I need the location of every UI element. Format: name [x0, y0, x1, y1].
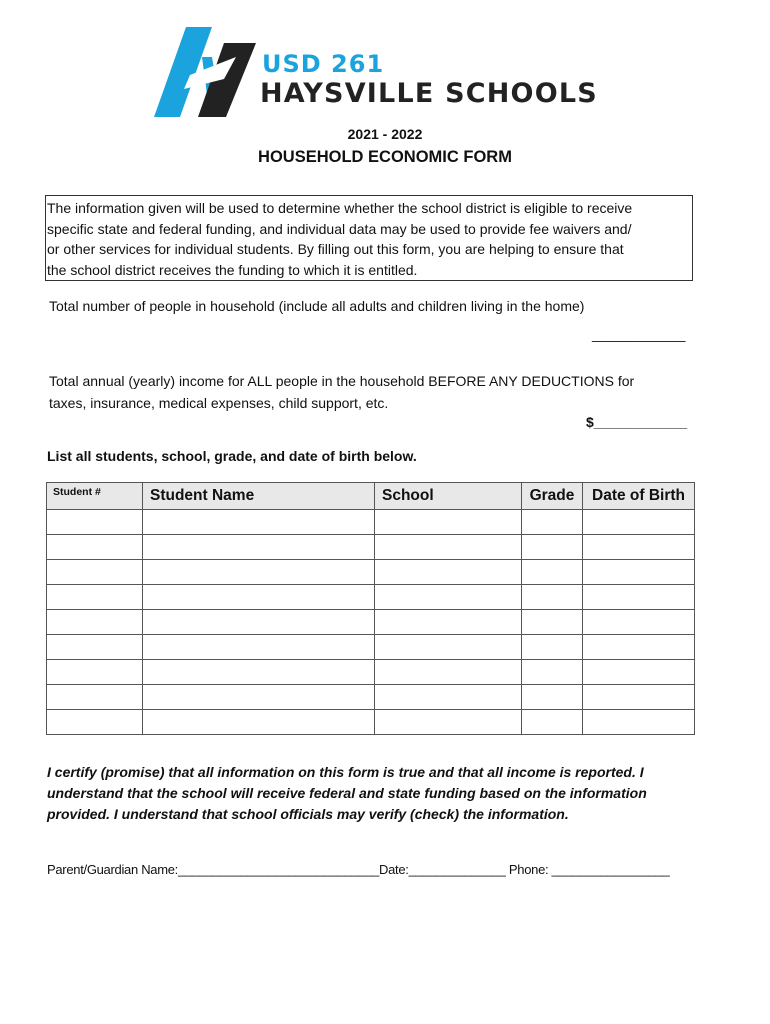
table-row: [47, 535, 695, 560]
column-header-school: School: [375, 483, 522, 510]
students-table-header-row: [47, 483, 695, 510]
logo-district-number: USD 261: [262, 50, 385, 78]
notice-line: The information given will be used to determine whether the school district is eligible to receive: [47, 200, 633, 216]
students-table-body: [47, 510, 695, 735]
date-of-birth-cell[interactable]: [583, 710, 695, 735]
school-cell[interactable]: [375, 585, 522, 610]
notice-line: specific state and federal funding, and individual data may be used to provide fee waivers and/: [47, 220, 632, 237]
phone-field[interactable]: _________________: [551, 862, 670, 877]
date-of-birth-cell[interactable]: [583, 660, 695, 685]
student-number-cell[interactable]: [47, 685, 143, 710]
column-header-date-of-birth: Date of Birth: [583, 483, 695, 510]
phone-label: Phone:: [508, 862, 549, 877]
household-size-question: Total number of people in household (include all adults and children living in the home): [49, 298, 585, 314]
logo-district-name: HAYSVILLE SCHOOLS: [260, 78, 598, 109]
student-name-cell[interactable]: [143, 560, 375, 585]
guardian-name-label: Parent/Guardian Name:: [47, 862, 178, 877]
income-question-line: Total annual (yearly) income for ALL people in the household BEFORE ANY DEDUCTIONS for: [49, 373, 635, 389]
signature-line: [47, 862, 669, 877]
school-cell[interactable]: [375, 660, 522, 685]
school-cell[interactable]: [375, 560, 522, 585]
table-row: [47, 635, 695, 660]
student-name-cell[interactable]: [143, 585, 375, 610]
student-number-cell[interactable]: [47, 560, 143, 585]
grade-cell[interactable]: [522, 585, 583, 610]
date-of-birth-cell[interactable]: [583, 510, 695, 535]
household-size-field[interactable]: ____________: [592, 326, 686, 342]
student-name-cell[interactable]: [143, 685, 375, 710]
school-cell[interactable]: [375, 510, 522, 535]
grade-cell[interactable]: [522, 635, 583, 660]
school-cell[interactable]: [375, 610, 522, 635]
student-number-cell[interactable]: [47, 535, 143, 560]
annual-income-question: [49, 371, 699, 414]
student-name-cell[interactable]: [143, 710, 375, 735]
table-row: [47, 610, 695, 635]
date-of-birth-cell[interactable]: [583, 585, 695, 610]
table-row: [47, 660, 695, 685]
student-number-cell[interactable]: [47, 710, 143, 735]
column-header-student-number: Student #: [47, 483, 143, 510]
notice-line: or other services for individual students. By filling out this form, you are helping to ensure that: [47, 241, 624, 257]
school-cell[interactable]: [375, 535, 522, 560]
student-number-cell[interactable]: [47, 585, 143, 610]
student-number-cell[interactable]: [47, 635, 143, 660]
column-header-grade: Grade: [522, 483, 583, 510]
student-name-cell[interactable]: [143, 510, 375, 535]
district-logo-mark-icon: [154, 27, 258, 117]
school-cell[interactable]: [375, 685, 522, 710]
grade-cell[interactable]: [522, 560, 583, 585]
student-number-cell[interactable]: [47, 510, 143, 535]
certification-line: I certify (promise) that all information on this form is true and that all income is reported. I: [47, 764, 644, 780]
students-table: [46, 482, 695, 735]
table-row: [47, 560, 695, 585]
student-name-cell[interactable]: [143, 535, 375, 560]
grade-cell[interactable]: [522, 660, 583, 685]
income-question-line: taxes, insurance, medical expenses, child support, etc.: [49, 394, 389, 411]
table-row: [47, 585, 695, 610]
guardian-name-field[interactable]: _____________________________: [178, 862, 379, 877]
date-of-birth-cell[interactable]: [583, 610, 695, 635]
date-of-birth-cell[interactable]: [583, 685, 695, 710]
date-of-birth-cell[interactable]: [583, 535, 695, 560]
certification-line: understand that the school will receive federal and state funding based on the information: [47, 785, 647, 801]
school-cell[interactable]: [375, 635, 522, 660]
grade-cell[interactable]: [522, 610, 583, 635]
student-name-cell[interactable]: [143, 635, 375, 660]
date-of-birth-cell[interactable]: [583, 560, 695, 585]
student-number-cell[interactable]: [47, 660, 143, 685]
school-cell[interactable]: [375, 710, 522, 735]
school-year: 2021 - 2022: [347, 126, 423, 142]
date-of-birth-cell[interactable]: [583, 635, 695, 660]
grade-cell[interactable]: [522, 710, 583, 735]
date-field[interactable]: ______________: [408, 862, 506, 877]
page-title: HOUSEHOLD ECONOMIC FORM: [258, 148, 512, 166]
grade-cell[interactable]: [522, 685, 583, 710]
students-list-heading: List all students, school, grade, and date of birth below.: [47, 448, 417, 464]
student-name-cell[interactable]: [143, 610, 375, 635]
student-number-cell[interactable]: [47, 610, 143, 635]
annual-income-field[interactable]: $____________: [586, 414, 688, 430]
notice-line: the school district receives the funding to which it is entitled.: [47, 261, 418, 278]
table-row: [47, 685, 695, 710]
student-name-cell[interactable]: [143, 660, 375, 685]
grade-cell[interactable]: [522, 535, 583, 560]
information-notice-box: [45, 195, 693, 281]
certification-line: provided. I understand that school officials may verify (check) the information.: [47, 806, 569, 822]
table-row: [47, 510, 695, 535]
date-label: Date:: [378, 862, 409, 877]
table-row: [47, 710, 695, 735]
grade-cell[interactable]: [522, 510, 583, 535]
column-header-student-name: Student Name: [143, 483, 375, 510]
certification-statement: [47, 762, 707, 825]
